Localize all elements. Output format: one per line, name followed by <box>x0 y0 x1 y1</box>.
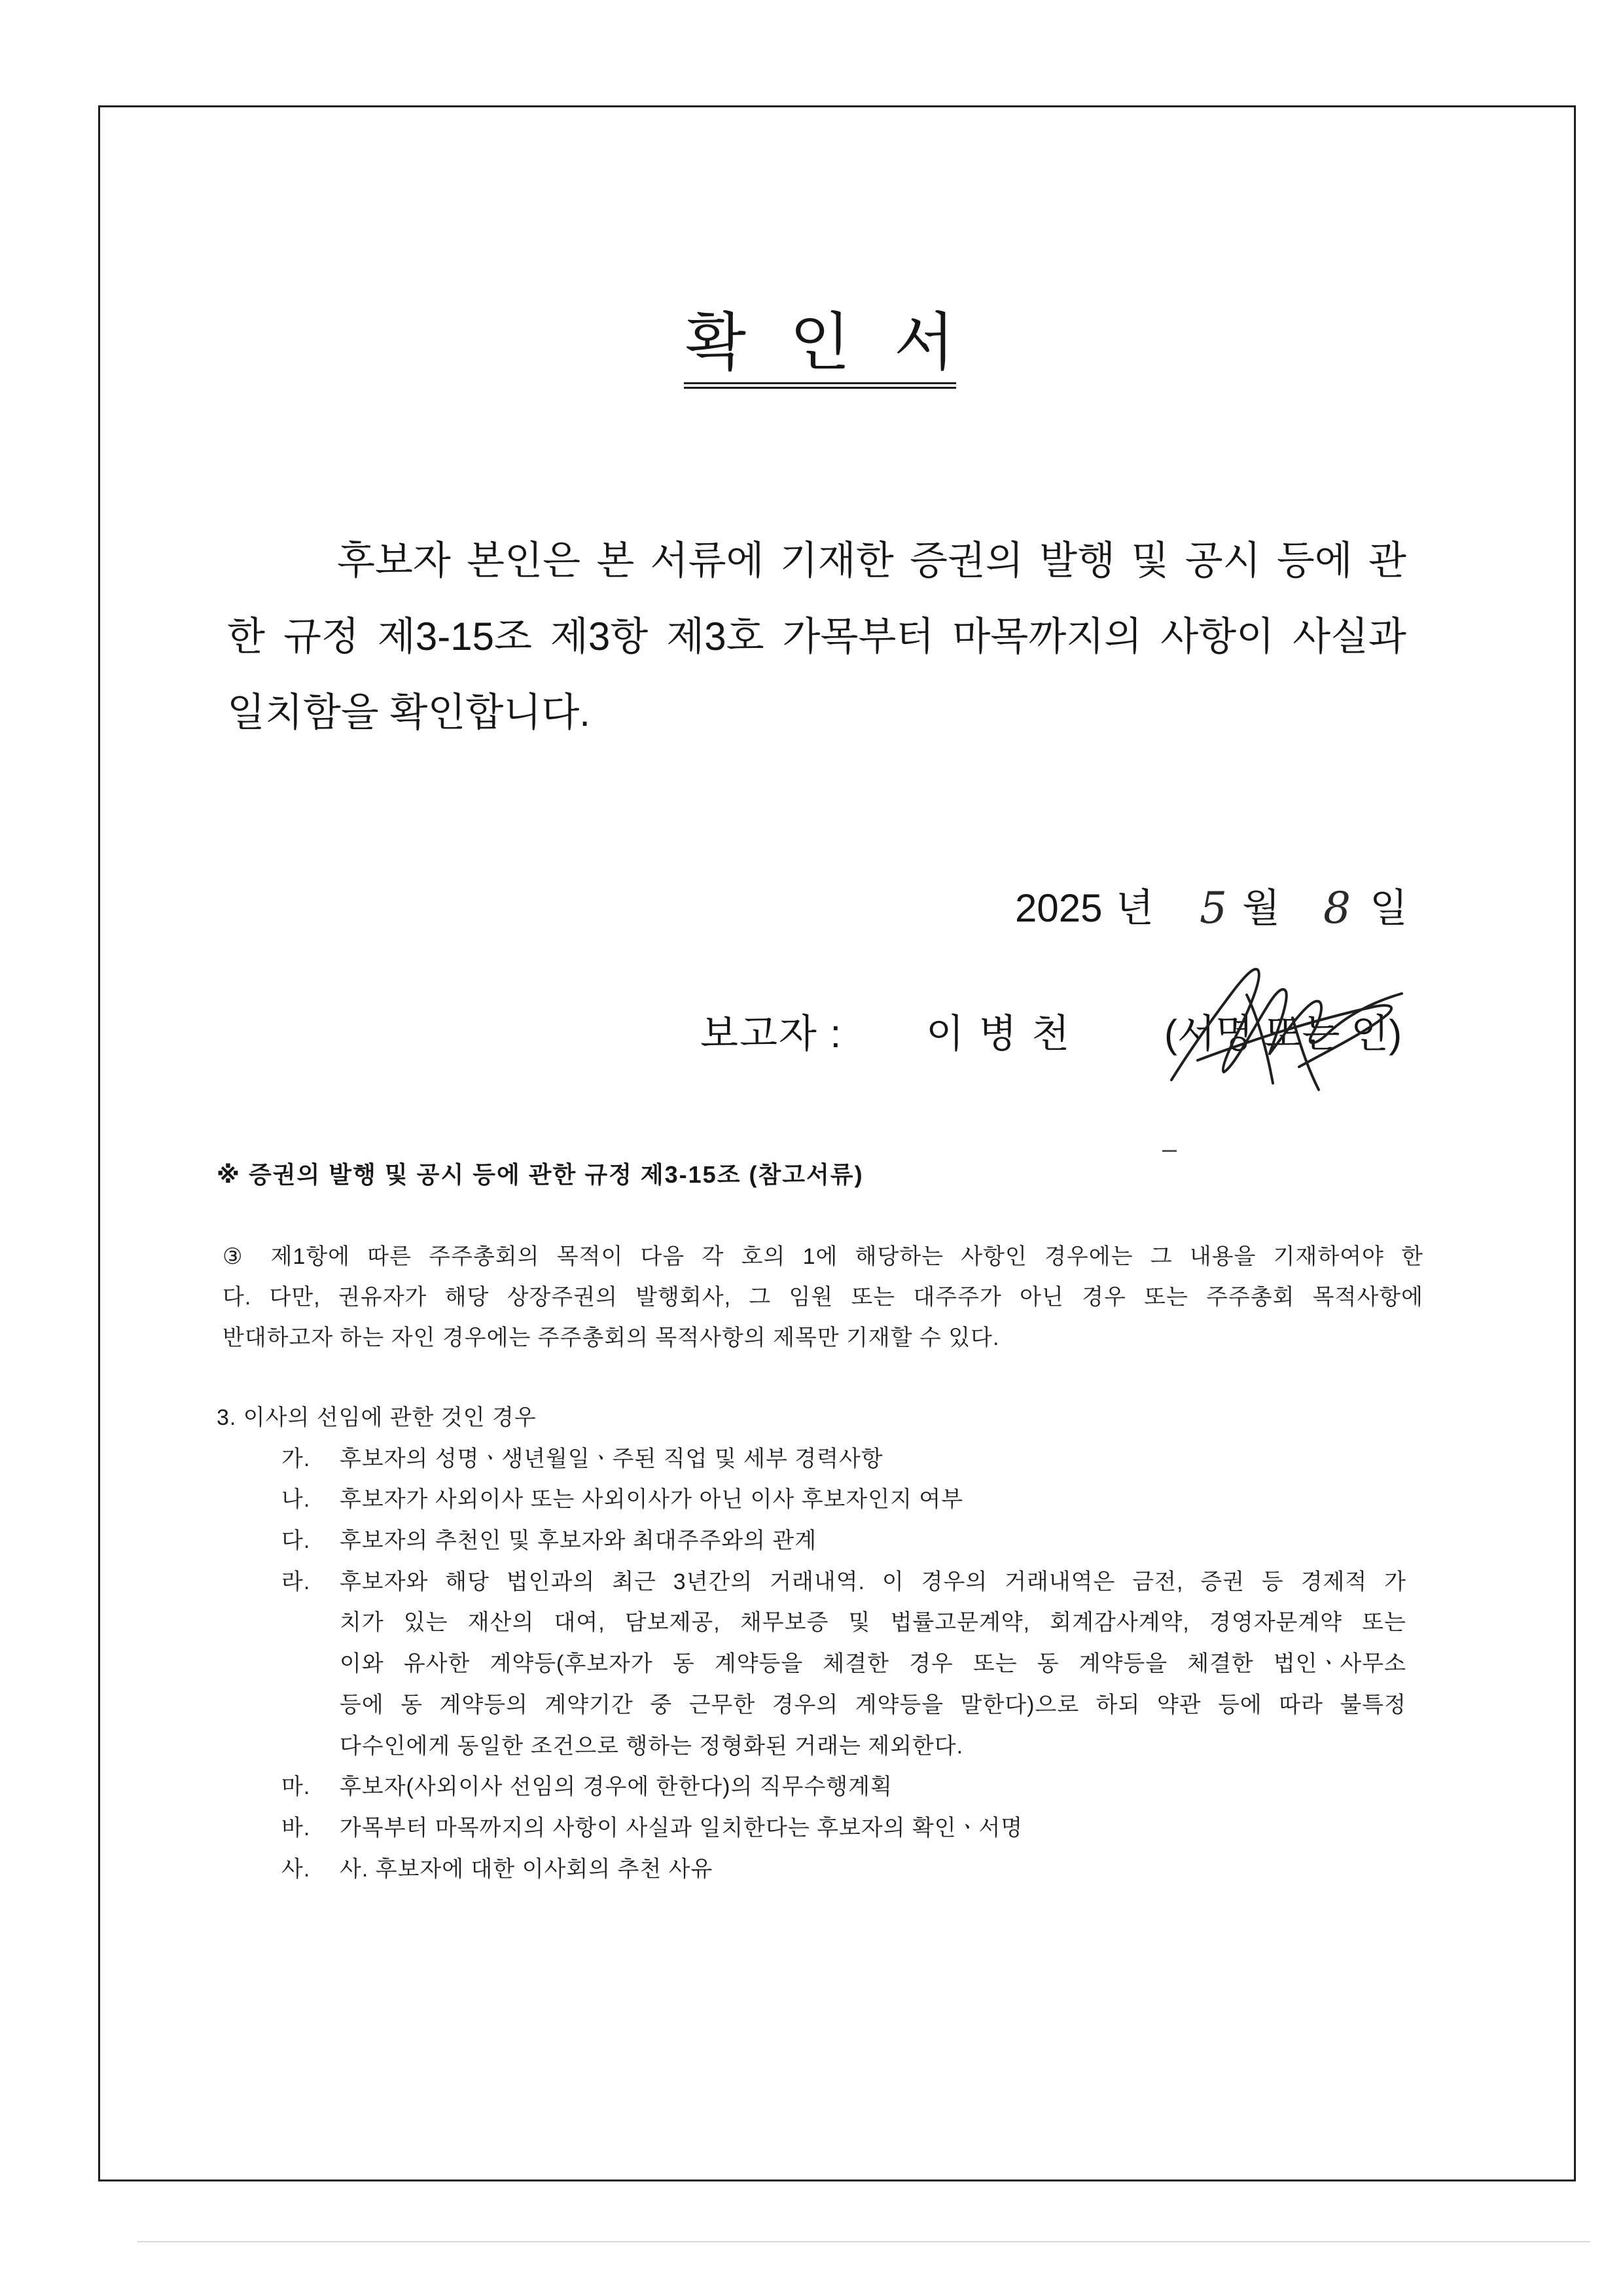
item-line: 후보자의 추천인 및 후보자와 최대주주와의 관계 <box>340 1528 817 1554</box>
clause-line: 반대하고자 하는 자인 경우에는 주주총회의 목적사항의 제목만 기재할 수 있다. <box>223 1325 1000 1350</box>
item-line: 사. 후보자에 대한 이사회의 추천 사유 <box>340 1856 713 1882</box>
section-title: 3. 이사의 선임에 관한 것인 경우 <box>217 1405 537 1430</box>
item-line: 등에 동 계약등의 계약기간 중 근무한 경우의 계약등을 말한다)으로 하되 약관 등에 따라 불특정 <box>340 1692 1406 1717</box>
document-title: 확 인 서 <box>685 308 968 378</box>
signature-note: (서명 또는 인) <box>1164 1012 1402 1056</box>
item-marker: 사. <box>281 1856 311 1882</box>
item-line: 가목부터 마목까지의 사항이 사실과 일치한다는 후보자의 확인ㆍ서명 <box>340 1815 1024 1840</box>
statement-line: 일치함을 확인합니다. <box>227 691 590 734</box>
item-marker: 나. <box>281 1487 311 1513</box>
date-day-handwritten: 8 <box>1323 883 1351 933</box>
reference-clause <box>223 1236 1423 1358</box>
item-text <box>340 1767 1406 1808</box>
item-line: 치가 있는 재산의 대여, 담보제공, 채무보증 및 법률고문계약, 회계감사계약, 경영자문계약 또는 <box>340 1610 1406 1636</box>
item-text <box>340 1849 1406 1890</box>
item-marker: 다. <box>281 1528 311 1554</box>
item-text <box>340 1520 1406 1562</box>
reference-list <box>217 1397 1406 1890</box>
statement-line: 후보자 본인은 본 서류에 기재한 증권의 발행 및 공시 등에 관 <box>337 539 1406 583</box>
date-day-unit: 일 <box>1370 886 1408 930</box>
scan-edge-line <box>137 2241 1590 2242</box>
reference-heading: ※ 증권의 발행 및 공시 등에 관한 규정 제3-15조 (참고서류) <box>217 1161 864 1188</box>
date-year-unit: 년 <box>1116 886 1154 930</box>
list-item <box>217 1849 1406 1890</box>
date-year: 2025 <box>1015 886 1103 930</box>
item-marker: 가. <box>281 1446 311 1471</box>
clause-line: 다. 다만, 권유자가 해당 상장주권의 발행회사, 그 임원 또는 대주주가 아닌 경우 또는 주주총회 목적사항에 <box>223 1285 1423 1310</box>
item-line: 다수인에게 동일한 조건으로 행하는 정형화된 거래는 제외한다. <box>340 1733 964 1759</box>
item-marker: 라. <box>281 1569 311 1594</box>
clause-line: ③ 제1항에 따른 주주총회의 목적이 다음 각 호의 1에 해당하는 사항인 경우에는 그 내용을 기재하여야 한 <box>223 1244 1423 1269</box>
date-month-unit: 월 <box>1242 886 1280 930</box>
date-month-handwritten: 5 <box>1200 883 1227 933</box>
item-line: 후보자와 해당 법인과의 최근 3년간의 거래내역. 이 경우의 거래내역은 금전, 증권 등 경제적 가 <box>340 1569 1406 1594</box>
item-text <box>340 1562 1406 1767</box>
list-item <box>217 1767 1406 1808</box>
reporter-name: 이 병 천 <box>926 1012 1072 1056</box>
confirmation-statement <box>227 523 1406 751</box>
list-item <box>217 1808 1406 1849</box>
list-item <box>217 1479 1406 1520</box>
item-marker: 바. <box>281 1815 311 1840</box>
item-text <box>340 1808 1406 1849</box>
item-text <box>340 1439 1406 1480</box>
item-line: 이와 유사한 계약등(후보자가 동 계약등을 체결한 경우 또는 동 계약등을 체결한 법인ㆍ사무소 <box>340 1651 1406 1677</box>
statement-line: 한 규정 제3-15조 제3항 제3호 가목부터 마목까지의 사항이 사실과 <box>227 615 1406 658</box>
reporter-label: 보고자 : <box>700 1012 843 1056</box>
scan-mark <box>1162 1150 1177 1152</box>
item-line: 후보자가 사외이사 또는 사외이사가 아닌 이사 후보자인지 여부 <box>340 1487 964 1513</box>
item-line: 후보자(사외이사 선임의 경우에 한한다)의 직무수행계획 <box>340 1774 893 1800</box>
list-item <box>217 1520 1406 1562</box>
item-line: 후보자의 성명ㆍ생년월일ㆍ주된 직업 및 세부 경력사항 <box>340 1446 883 1471</box>
item-text <box>340 1479 1406 1520</box>
title-double-underline <box>684 382 956 389</box>
item-marker: 마. <box>281 1774 311 1800</box>
list-item <box>217 1439 1406 1480</box>
handwritten-signature <box>1158 956 1420 1106</box>
list-item <box>217 1562 1406 1767</box>
